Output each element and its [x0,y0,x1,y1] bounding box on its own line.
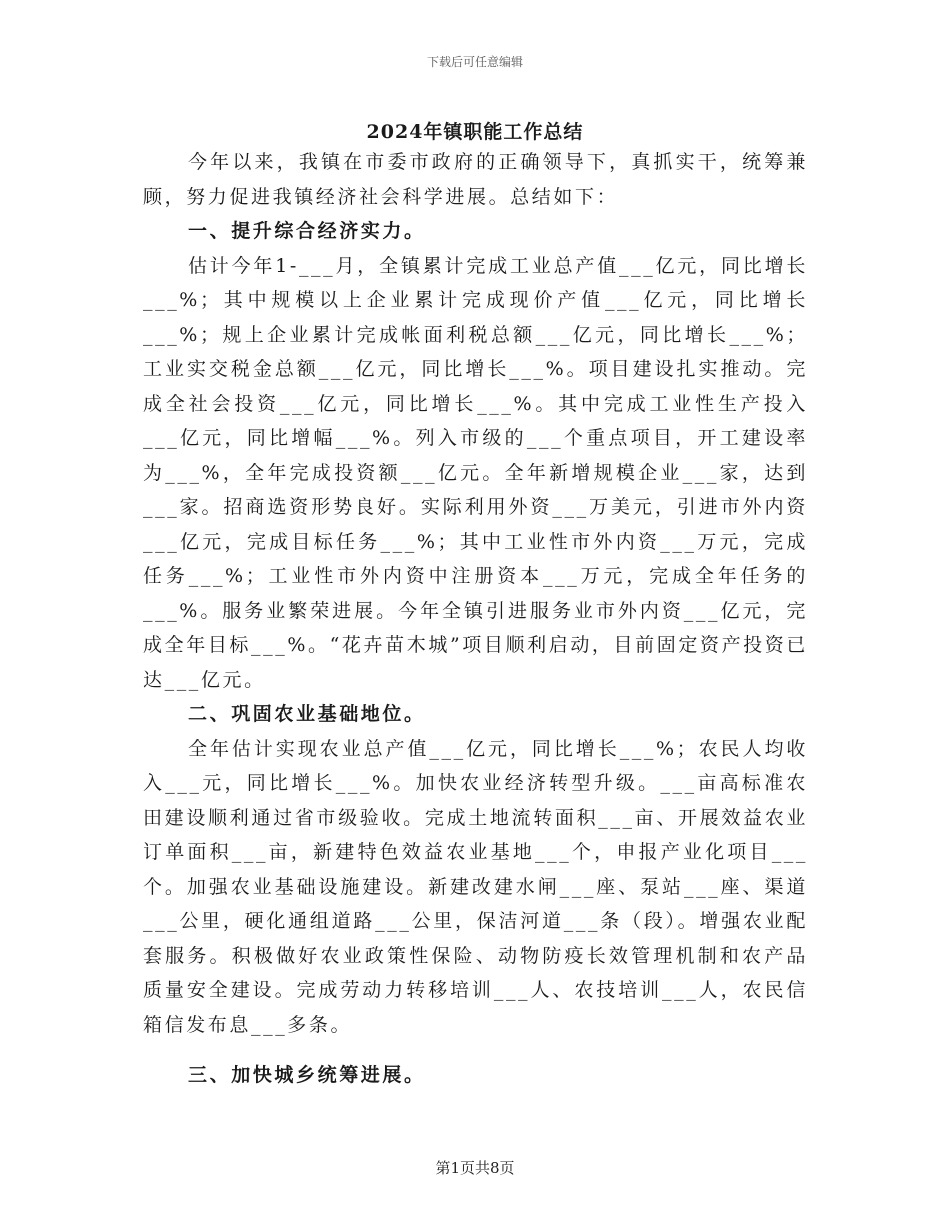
document-title: 2024年镇职能工作总结 [366,121,584,143]
section-heading-1: 一、提升综合经济实力。 [188,220,426,242]
page-number: 第1页共8页 [435,1159,515,1177]
document-body [143,145,808,1093]
section-heading-2: 二、巩固农业基础地位。 [188,703,426,725]
section-1-paragraph: 估计今年1-___月，全镇累计完成工业总产值___亿元，同比增长___%；其中规模以上企业累计完成现价产值___亿元，同比增长___%；规上企业累计完成帐面利税总额___亿元，同比增长___%；工业实交税金总额___亿元，同比增长___%。项目建设扎实推动。完成全社会投资___亿元，同比增长___%。其中完成工业性生产投入___亿元，同比增幅___%。列入市级的___个重点项目，开工建设率为___%，全年完成投资额___亿元。全年新增规模企业___家，达到___家。招商选资形势良好。实际利用外资___万美元，引进市外内资___亿元，完成目标任务___%；其中工业性市外内资___万元，完成任务___%；工业性市外内资中注册资本___万元，完成全年任务的___%。服务业繁荣进展。今年全镇引进服务业市外内资___亿元，完成全年目标___%。“花卉苗木城”项目顺利启动，目前固定资产投资已达___亿元。 [143,254,808,691]
section-heading-3: 三、加快城乡统筹进展。 [188,1064,426,1086]
header-note: 下载后可任意编辑 [426,55,523,69]
intro-paragraph: 今年以来，我镇在市委市政府的正确领导下，真抓实干，统筹兼顾，努力促进我镇经济社会科学进展。总结如下： [143,151,808,208]
section-2-paragraph: 全年估计实现农业总产值___亿元，同比增长___%；农民人均收入___元，同比增长___%。加快农业经济转型升级。___亩高标准农田建设顺利通过省市级验收。完成土地流转面积___亩、开展效益农业订单面积___亩，新建特色效益农业基地___个，申报产业化项目___个。加强农业基础设施建设。新建改建水闸___座、泵站___座、渠道___公里，硬化通组道路___公里，保洁河道___条（段）。增强农业配套服务。积极做好农业政策性保险、动物防疫长效管理机制和农产品质量安全建设。完成劳动力转移培训___人、农技培训___人，农民信箱信发布息___多条。 [143,737,808,1036]
